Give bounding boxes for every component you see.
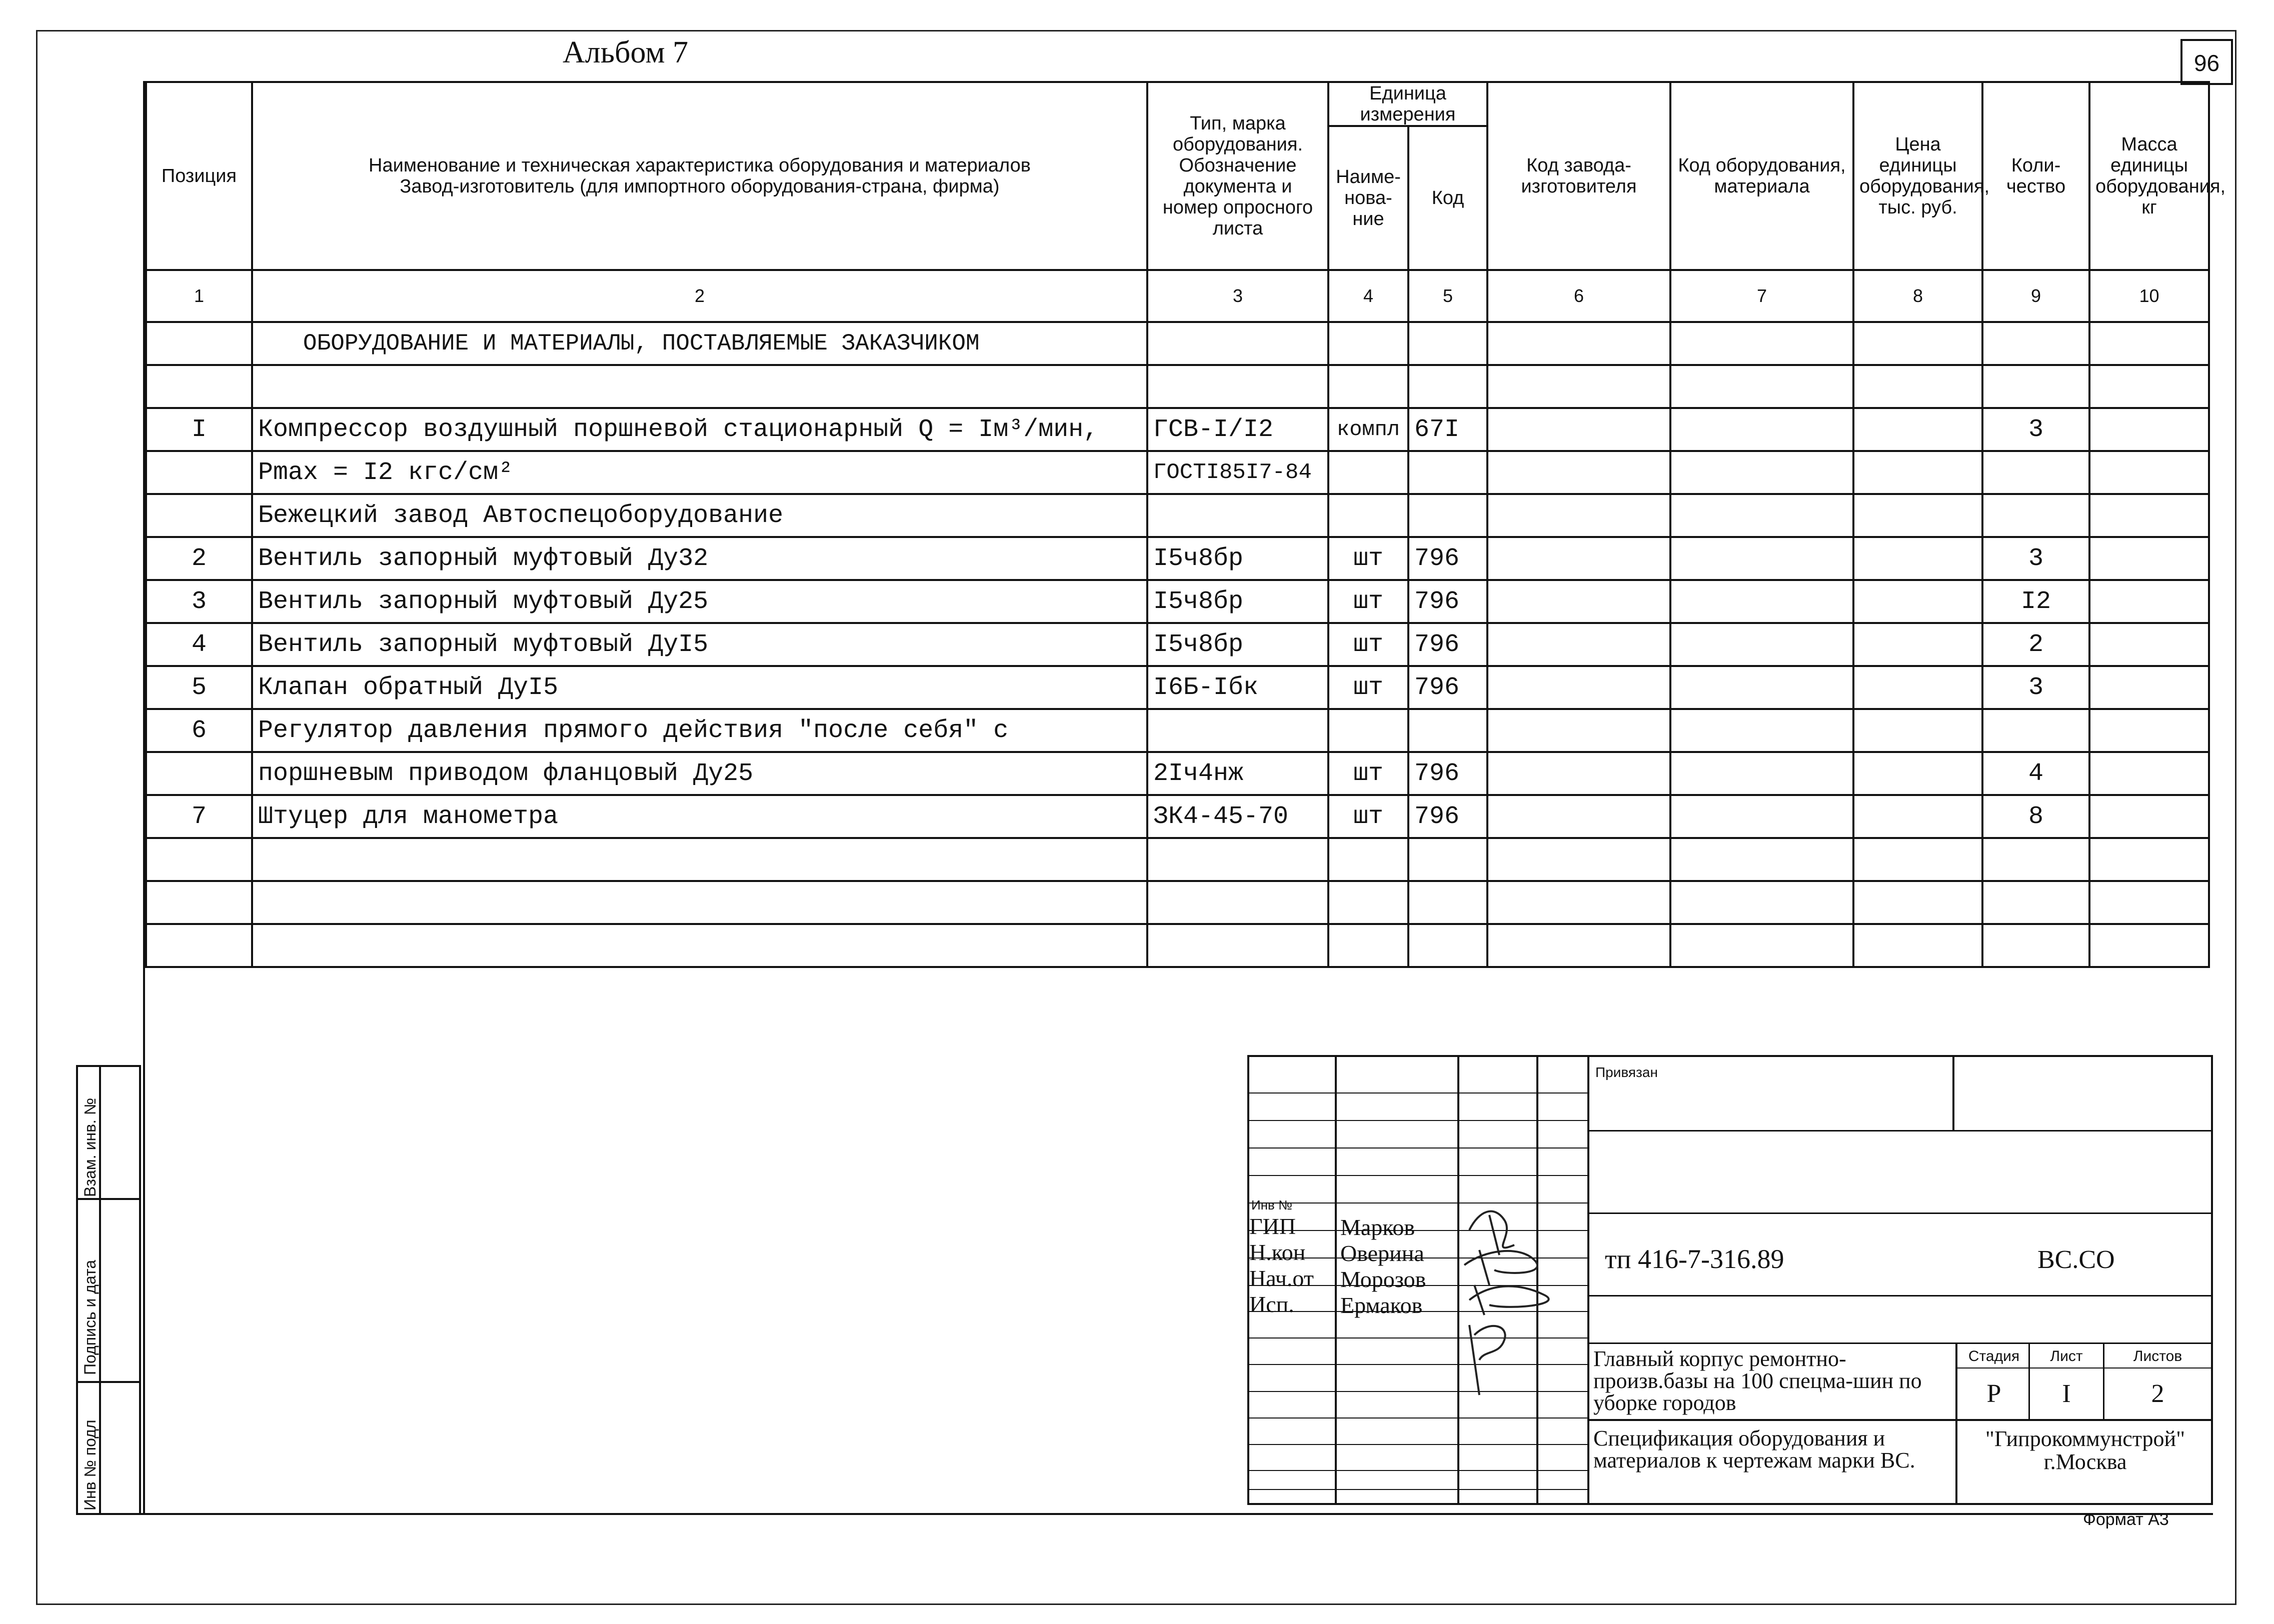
- header-mass: Масса единицы оборудования, кг: [2089, 82, 2209, 270]
- column-number: 1: [146, 270, 252, 322]
- side-cell-inv: [76, 1381, 101, 1515]
- header-price: Цена единицы оборудования, тыс. руб.: [1853, 82, 1982, 270]
- header-equipment-code: Код оборудования, материала: [1670, 82, 1853, 270]
- role-gip: ГИП: [1249, 1214, 1296, 1239]
- column-number: 5: [1408, 270, 1487, 322]
- bottom-frame-line: [76, 1513, 2213, 1515]
- column-number: 4: [1328, 270, 1408, 322]
- header-factory-code: Код завода-изготовителя: [1487, 82, 1670, 270]
- object-name: Главный корпус ремонтно-произв.базы на 100 спецма-шин по уборке городов: [1593, 1346, 1922, 1415]
- sheet-value: I: [2062, 1380, 2071, 1408]
- sheets-value: 2: [2151, 1380, 2164, 1408]
- side-cell-podpis: [76, 1198, 101, 1383]
- stage-value: Р: [1986, 1380, 2001, 1408]
- header-unit-name: Наиме-нова-ние: [1328, 126, 1408, 270]
- table-row: [146, 838, 2209, 881]
- left-vertical-line: [143, 81, 145, 1515]
- column-number: 3: [1147, 270, 1328, 322]
- sheet-label: Лист: [2050, 1348, 2083, 1364]
- side-label-vzam: Взам. инв. №: [81, 1098, 99, 1197]
- sheets-label: Листов: [2133, 1348, 2182, 1364]
- header-unit: Единица измерения: [1328, 82, 1487, 126]
- table-row: 3 Вентиль запорный муфтовый Ду25 I5ч8бр шт 796 I2: [146, 580, 2209, 623]
- table-row: 5 Клапан обратный ДуI5 I6Б-Iбк шт 796 3: [146, 666, 2209, 709]
- table-row: I Компрессор воздушный поршневой стационарный Q = Iм³/мин, ГСВ-I/I2 компл 67I 3: [146, 408, 2209, 451]
- specification-table: [145, 81, 2226, 968]
- attached-label: Привязан: [1595, 1064, 1658, 1080]
- side-cell-vzam: [76, 1065, 101, 1200]
- column-number: 10: [2089, 270, 2209, 322]
- title-block: [1247, 1055, 2213, 1505]
- column-number: 9: [1982, 270, 2089, 322]
- column-number: 7: [1670, 270, 1853, 322]
- stage-label: Стадия: [1968, 1348, 2020, 1364]
- table-row: 6 Регулятор давления прямого действия "после себя" с: [146, 709, 2209, 752]
- table-row: поршневым приводом фланцовый Ду25 2Iч4нж шт 796 4: [146, 752, 2209, 795]
- side-cell-vzam-value: [99, 1065, 141, 1200]
- name-markov: Марков: [1340, 1214, 1415, 1240]
- table-row: Бежецкий завод Автоспецоборудование: [146, 494, 2209, 537]
- header-name: [252, 82, 1147, 270]
- role-isp: Исп.: [1249, 1292, 1294, 1317]
- side-cell-inv-value: [99, 1381, 141, 1515]
- table-row: Pmax = I2 кгс/см² ГОСТI85I7-84: [146, 451, 2209, 494]
- inv-number-label: Инв №: [1251, 1198, 1292, 1212]
- page-number-text: 96: [2193, 50, 2220, 76]
- role-nkon: Н.кон: [1249, 1240, 1306, 1265]
- page-number: [2180, 39, 2233, 85]
- doc-number: тп 416-7-316.89: [1605, 1244, 1784, 1274]
- header-unit-code: Код: [1408, 126, 1487, 270]
- column-numbers-row: [146, 270, 2209, 322]
- table-row: [146, 881, 2209, 924]
- organization: "Гипрокоммунстрой" г.Москва: [1985, 1426, 2185, 1474]
- section-title-row: [146, 322, 2209, 365]
- header-type: Тип, марка оборудования. Обозначение документа и номер опросного листа: [1147, 82, 1328, 270]
- table-row: 4 Вентиль запорный муфтовый ДуI5 I5ч8бр шт 796 2: [146, 623, 2209, 666]
- format-label: Формат А3: [2083, 1510, 2169, 1529]
- doc-code: ВС.СО: [2037, 1246, 2115, 1274]
- header-name-line1: Наименование и техническая характеристика оборудования и материалов: [369, 155, 1031, 176]
- column-number: 2: [252, 270, 1147, 322]
- name-ermakov: Ермаков: [1340, 1292, 1423, 1318]
- name-morozov: Морозов: [1340, 1266, 1426, 1292]
- role-nachot: Нач.от: [1249, 1266, 1314, 1291]
- album-label: Альбом 7: [563, 36, 689, 70]
- signatures: [1459, 1200, 1569, 1400]
- document-title: Спецификация оборудования и материалов к чертежам марки ВС.: [1593, 1426, 1915, 1472]
- side-strip: [76, 1065, 141, 1515]
- column-number: 8: [1853, 270, 1982, 322]
- header-name-line2: Завод-изготовитель (для импортного оборудования-страна, фирма): [400, 176, 1000, 197]
- table-row: [146, 365, 2209, 408]
- header-position: Позиция: [146, 82, 252, 270]
- side-label-inv: Инв № подл: [81, 1420, 99, 1510]
- name-overina: Оверина: [1340, 1240, 1424, 1266]
- side-cell-podpis-value: [99, 1198, 141, 1383]
- table-row: 7 Штуцер для манометра ЗК4-45-70 шт 796 8: [146, 795, 2209, 838]
- table-row: 2 Вентиль запорный муфтовый Ду32 I5ч8бр шт 796 3: [146, 537, 2209, 580]
- side-label-podpis: Подпись и дата: [81, 1260, 99, 1375]
- column-number: 6: [1487, 270, 1670, 322]
- header-quantity: Коли-чество: [1982, 82, 2089, 270]
- section-title: ОБОРУДОВАНИЕ И МАТЕРИАЛЫ, ПОСТАВЛЯЕМЫЕ ЗАКАЗЧИКОМ: [252, 322, 1147, 365]
- table-row: [146, 924, 2209, 967]
